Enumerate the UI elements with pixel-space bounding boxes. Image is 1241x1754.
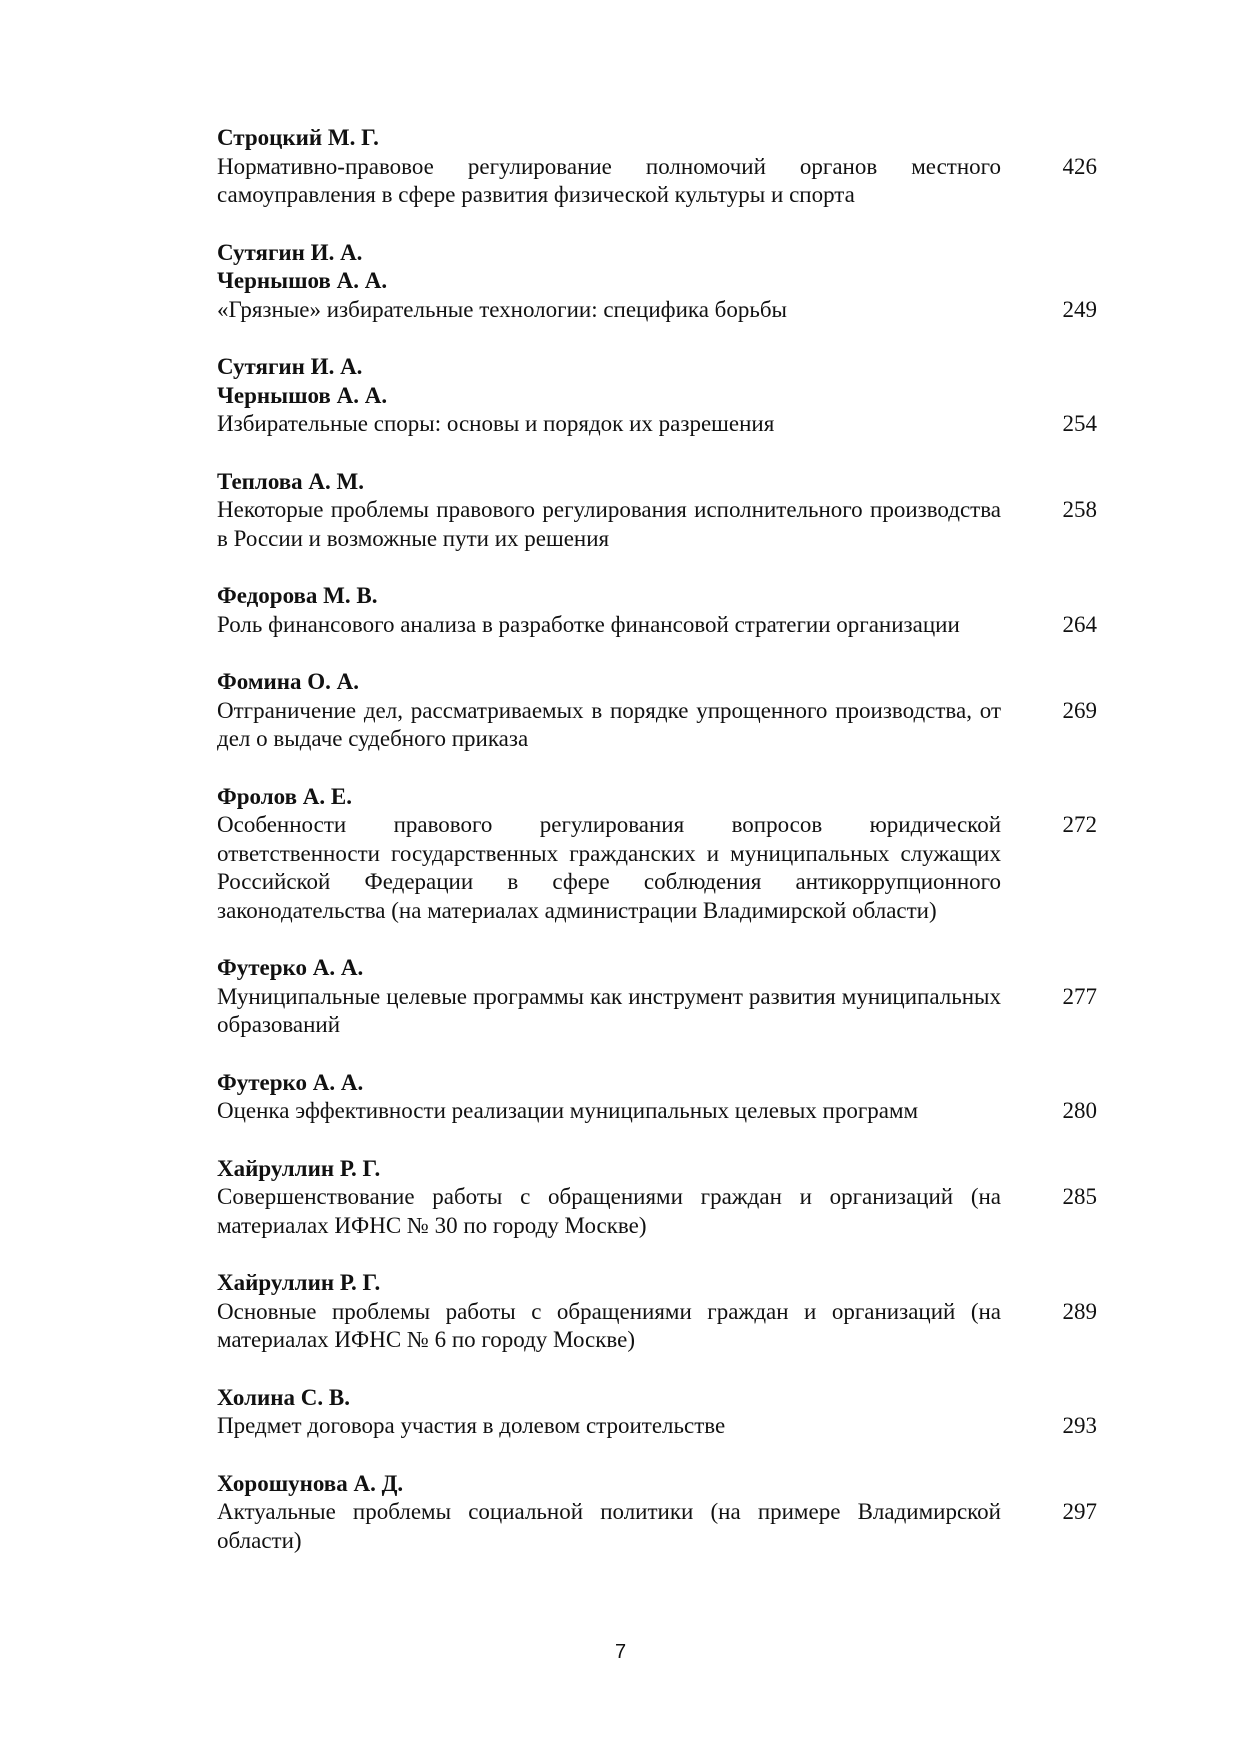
page-number: 254: [1062, 411, 1097, 436]
author-name: Сутягин И. А.: [217, 239, 363, 265]
author-name: Сутягин И. А.: [217, 354, 363, 379]
page-number: 269: [1062, 697, 1097, 723]
toc-entry: [217, 1470, 1097, 1556]
article-title: Совершенствование работы с обращениями граждан и организаций (на материалах ИФНС № 30 по городу Москве): [217, 1184, 1001, 1238]
article-title: Роль финансового анализа в разработке финансовой стратегии организации: [217, 611, 960, 637]
page-number: 280: [1062, 1098, 1097, 1123]
article-title: Отграничение дел, рассматриваемых в порядке упрощенного производства, от дел о выдаче судебного приказа: [217, 697, 1001, 751]
toc-entry: [217, 124, 1097, 210]
toc-entry-row: [217, 811, 1097, 925]
page-number: 249: [1062, 296, 1097, 322]
toc-entry-row: [217, 1412, 1097, 1441]
toc-entry-row: [217, 296, 1097, 325]
page-number: 293: [1062, 1413, 1097, 1438]
toc-entry-row: [217, 410, 1097, 439]
toc-entry: [217, 783, 1097, 926]
toc-entry: [217, 1155, 1097, 1241]
toc-entry-row: [217, 1498, 1097, 1555]
toc-entry: [217, 239, 1097, 325]
toc-entry-row: [217, 1097, 1097, 1126]
toc-entry-row: [217, 496, 1097, 553]
author-name: Федорова М. В.: [217, 583, 378, 608]
author-name: Фомина О. А.: [217, 669, 359, 694]
page-number: 258: [1062, 497, 1097, 522]
author-name: Холина С. В.: [217, 1384, 350, 1410]
toc-entry-row: [217, 1298, 1097, 1355]
toc-entry-row: [217, 153, 1097, 210]
page-number: 297: [1062, 1499, 1097, 1524]
page-number: 285: [1062, 1184, 1097, 1209]
article-title: Актуальные проблемы социальной политики (на примере Владимирской области): [217, 1499, 1001, 1553]
author-name: Хайруллин Р. Г.: [217, 1270, 381, 1295]
author-name: Теплова А. М.: [217, 468, 364, 494]
toc-entry: [217, 1384, 1097, 1441]
toc-entry-row: [217, 983, 1097, 1040]
page-footer-number: 7: [614, 1641, 627, 1663]
author-name: Хорошунова А. Д.: [217, 1470, 404, 1496]
toc-entry: [217, 1069, 1097, 1126]
toc-entry: [217, 1269, 1097, 1355]
table-of-contents: [217, 124, 1097, 1584]
author-name: Футерко А. А.: [217, 955, 364, 980]
toc-entry: [217, 468, 1097, 554]
author-name: Фролов А. Е.: [217, 783, 352, 809]
toc-entry: [217, 582, 1097, 639]
article-title: Некоторые проблемы правового регулирования исполнительного производства в России и возможные пути их решения: [217, 497, 1001, 551]
page-number: 272: [1062, 812, 1097, 837]
page-number: 264: [1062, 611, 1097, 637]
article-title: Предмет договора участия в долевом строительстве: [217, 1413, 726, 1438]
toc-entry: [217, 353, 1097, 439]
author-name: Строцкий М. Г.: [217, 125, 379, 150]
toc-entry-row: [217, 1183, 1097, 1240]
author-name: Чернышов А. А.: [217, 382, 388, 408]
article-title: «Грязные» избирательные технологии: специфика борьбы: [217, 296, 788, 322]
article-title: Муниципальные целевые программы как инструмент развития муниципальных образований: [217, 983, 1001, 1037]
article-title: Особенности правового регулирования вопросов юридической ответственности государственных гражданских и муниципальных служащих Российской Федерации в сфере соблюдения антикоррупционного законодательства (на материалах администрации Владимирской области): [217, 812, 1001, 923]
article-title: Нормативно-правовое регулирование полномочий органов местного самоуправления в сфере развития физической культуры и спорта: [217, 153, 1001, 207]
article-title: Оценка эффективности реализации муниципальных целевых программ: [217, 1098, 919, 1123]
page-number: 277: [1062, 983, 1097, 1009]
author-name: Футерко А. А.: [217, 1069, 364, 1095]
toc-entry: [217, 668, 1097, 754]
page-number: 289: [1062, 1298, 1097, 1324]
author-name: Чернышов А. А.: [217, 268, 388, 293]
author-name: Хайруллин Р. Г.: [217, 1155, 381, 1181]
page-number: 426: [1062, 153, 1097, 179]
toc-entry-row: [217, 697, 1097, 754]
toc-entry: [217, 954, 1097, 1040]
article-title: Основные проблемы работы с обращениями граждан и организаций (на материалах ИФНС № 6 по городу Москве): [217, 1298, 1001, 1352]
article-title: Избирательные споры: основы и порядок их разрешения: [217, 411, 775, 436]
toc-entry-row: [217, 611, 1097, 640]
